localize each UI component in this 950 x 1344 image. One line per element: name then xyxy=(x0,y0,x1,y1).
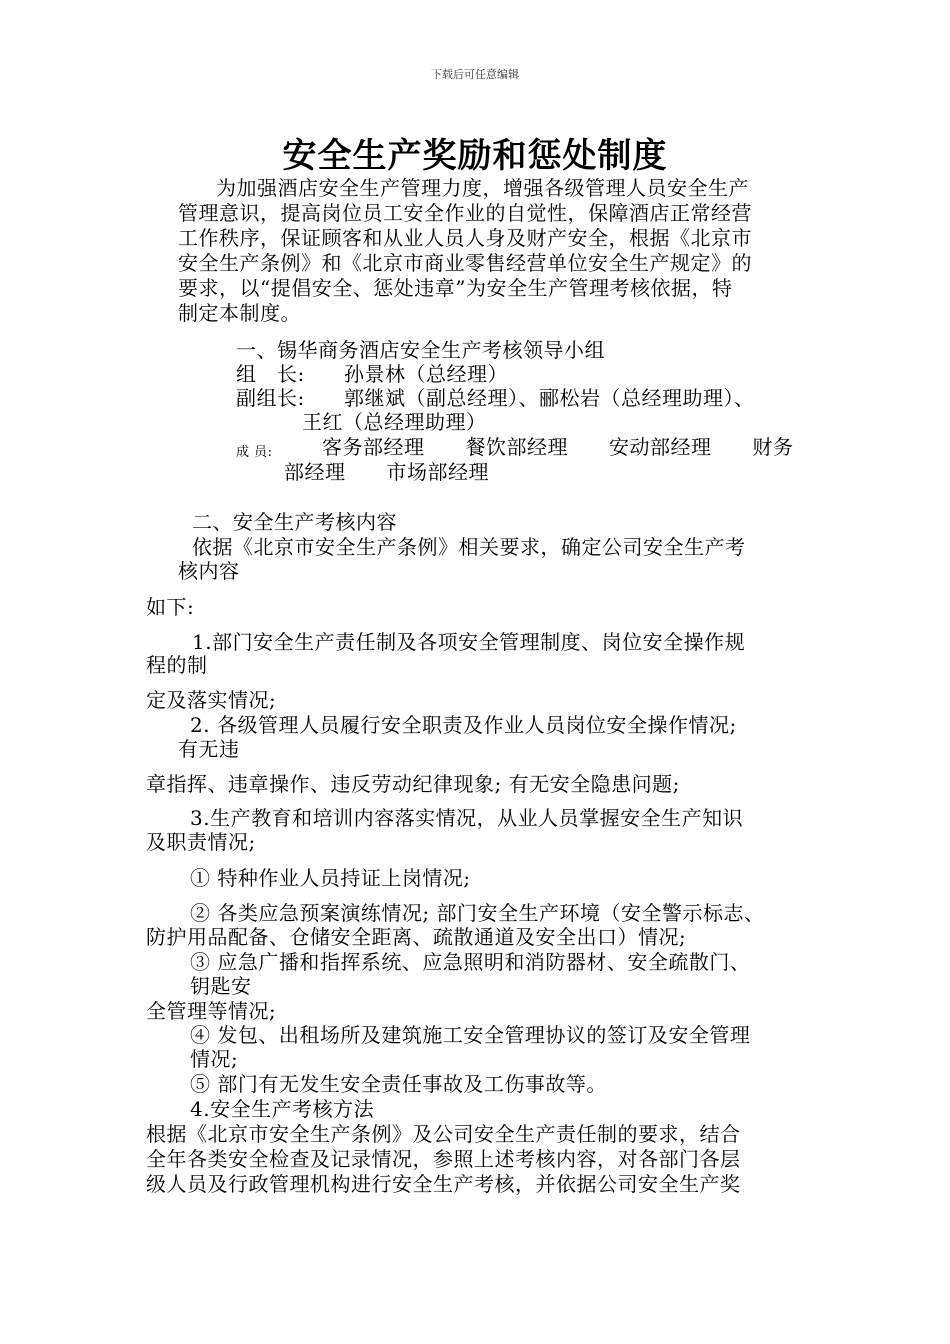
intro-line: 工作秩序，保证顾客和从业人员人身及财产安全，根据《北京市 xyxy=(178,226,752,250)
sub-item: 防护用品配备、仓储安全距离、疏散通道及安全出口）情况; xyxy=(146,925,687,949)
item2-line: 章指挥、违章操作、违反劳动纪律现象; 有无安全隐患问题; xyxy=(146,772,680,796)
sub-item: ① 特种作业人员持证上岗情况; xyxy=(190,866,471,890)
deputy-label: 副组长: xyxy=(236,386,305,410)
sub-item: 情况; xyxy=(190,1047,239,1071)
method-line: 级人员及行政管理机构进行安全生产考核，并依据公司安全生产奖 xyxy=(146,1172,741,1196)
sub-item: 钥匙安 xyxy=(190,974,252,998)
method-line: 全年各类安全检查及记录情况，参照上述考核内容，对各部门各层 xyxy=(146,1147,741,1171)
leader-value: 孙景林（总经理） xyxy=(344,362,508,386)
basis-line: 核内容 xyxy=(178,559,240,583)
as-follows: 如下: xyxy=(146,595,195,619)
intro-line: 管理意识，提高岗位员工安全作业的自觉性，保障酒店正常经营 xyxy=(178,201,752,225)
method-line: 根据《北京市安全生产条例》及公司安全生产责任制的要求，结合 xyxy=(146,1122,741,1146)
sub-item: ④ 发包、出租场所及建筑施工安全管理协议的签订及安全管理 xyxy=(190,1023,751,1047)
item1-line: 1.部门安全生产责任制及各项安全管理制度、岗位安全操作规 xyxy=(192,630,746,654)
item2-line: 2. 各级管理人员履行安全职责及作业人员岗位安全操作情况; xyxy=(190,713,737,737)
item4-heading: 4.安全生产考核方法 xyxy=(190,1097,375,1121)
item2-line: 有无违 xyxy=(178,737,240,761)
section2-heading: 二、安全生产考核内容 xyxy=(192,510,397,534)
deputy-value-cont: 王红（总经理助理） xyxy=(302,410,487,434)
leader-label: 组 长: xyxy=(236,362,305,386)
members-value: 客务部经理 餐饮部经理 安动部经理 财务 xyxy=(322,435,794,459)
sub-item: ② 各类应急预案演练情况; 部门安全生产环境（安全警示标志、 xyxy=(190,901,765,925)
sub-item: 全管理等情况; xyxy=(146,999,277,1023)
sub-item: ⑤ 部门有无发生安全责任事故及工伤事故等。 xyxy=(190,1072,607,1096)
intro-line: 为加强酒店安全生产管理力度，增强各级管理人员安全生产 xyxy=(216,176,749,200)
item1-line: 定及落实情况; xyxy=(146,688,277,712)
item3-line: 及职责情况; xyxy=(146,830,256,854)
basis-line: 依据《北京市安全生产条例》相关要求，确定公司安全生产考 xyxy=(192,535,746,559)
header-note: 下载后可任意编辑 xyxy=(431,68,519,81)
item1-line: 程的制 xyxy=(146,653,208,677)
deputy-value: 郭继斌（副总经理）、郦松岩（总经理助理）、 xyxy=(344,386,755,410)
intro-line: 安全生产条例》和《北京市商业零售经营单位安全生产规定》的 xyxy=(178,251,752,275)
intro-line: 要求，以“提倡安全、惩处违章”为安全生产管理考核依据，特 xyxy=(178,276,733,300)
members-label: 成 员: xyxy=(236,445,273,460)
item3-line: 3.生产教育和培训内容落实情况，从业人员掌握安全生产知识 xyxy=(190,806,744,830)
section1-heading: 一、锡华商务酒店安全生产考核领导小组 xyxy=(236,338,605,362)
members-value-cont: 部经理 市场部经理 xyxy=(284,460,489,484)
sub-item: ③ 应急广播和指挥系统、应急照明和消防器材、安全疏散门、 xyxy=(190,950,751,974)
intro-line: 制定本制度。 xyxy=(178,301,301,325)
document-title: 安全生产奖励和惩处制度 xyxy=(282,136,668,176)
